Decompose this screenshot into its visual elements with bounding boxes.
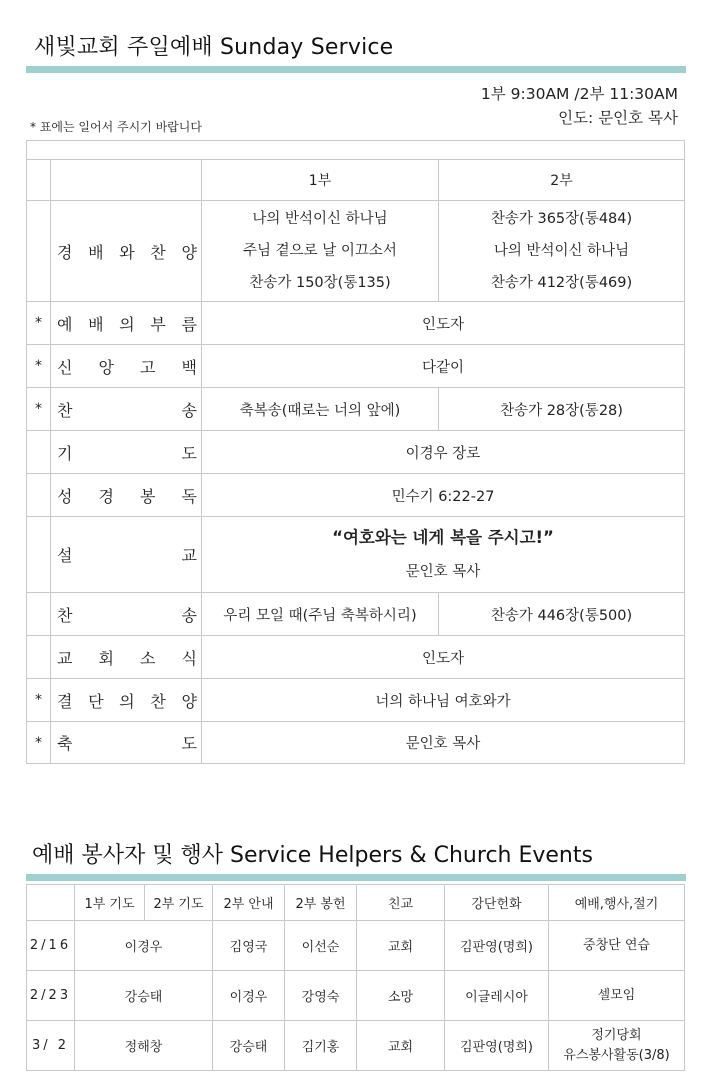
- order-item-char: 찬: [150, 242, 166, 262]
- order-item-first-service: 축복송(때로는 너의 앞에): [202, 388, 439, 431]
- order-item-char: 앙: [98, 357, 114, 377]
- order-item-second-service: 찬송가 28장(통28): [439, 388, 685, 431]
- order-item-char: 송: [181, 605, 197, 625]
- order-row: [27, 636, 685, 679]
- order-item-name: [51, 722, 202, 764]
- events-column-header: 강단헌화: [445, 885, 549, 921]
- order-item-char: 단: [88, 691, 104, 711]
- events-row: [27, 971, 685, 1021]
- order-item-char: 백: [181, 357, 197, 377]
- event-date: 2/16: [27, 921, 75, 971]
- order-item-both-services: 문인호 목사: [202, 722, 685, 764]
- church-event-line: 유스봉사활동(3/8): [563, 1047, 670, 1063]
- stand-marker: *: [27, 722, 51, 764]
- order-item-letters: [57, 441, 197, 464]
- order-item-char: 기: [57, 443, 73, 463]
- stand-marker: [27, 593, 51, 636]
- events-title: 예배 봉사자 및 행사 Service Helpers & Church Events: [32, 843, 593, 868]
- order-item-name: [51, 679, 202, 722]
- order-item-char: 의: [119, 314, 135, 334]
- fellowship-helper: 소망: [357, 971, 445, 1021]
- order-item-letters: [57, 240, 197, 263]
- prayer-helper: 강승태: [75, 971, 213, 1021]
- order-item-char: 도: [181, 443, 197, 463]
- hymn-line: 찬송가 150장(통135): [249, 275, 391, 291]
- order-item-name: [51, 517, 202, 593]
- order-row: [27, 302, 685, 345]
- offering-helper: 김기홍: [285, 1021, 357, 1071]
- order-item-letters: [57, 731, 197, 754]
- order-item-second-service: [439, 201, 685, 302]
- order-row: [27, 474, 685, 517]
- worship-leader: 인도: 문인호 목사: [558, 109, 678, 127]
- usher-helper: 김영국: [213, 921, 285, 971]
- hymn-line: 찬송가 412장(통469): [490, 275, 633, 291]
- order-item-char: 양: [181, 242, 197, 262]
- order-item-char: 소: [140, 648, 156, 668]
- order-item-name: [51, 388, 202, 431]
- order-row: [27, 388, 685, 431]
- stand-marker: *: [27, 679, 51, 722]
- order-item-letters: [57, 603, 197, 626]
- order-item-char: 름: [181, 314, 197, 334]
- event-date: 3/ 2: [27, 1021, 75, 1071]
- order-item-char: 신: [57, 357, 73, 377]
- order-item-char: 배: [88, 314, 104, 334]
- order-item-char: 부: [150, 314, 166, 334]
- order-item-both-services: 너의 하나님 여호와가: [202, 679, 685, 722]
- service-times: 1부 9:30AM /2부 11:30AM: [480, 85, 678, 103]
- church-event: [549, 971, 685, 1021]
- order-item-char: 식: [181, 648, 197, 668]
- order-item-letters: [57, 484, 197, 507]
- sermon-preacher: 문인호 목사: [405, 563, 481, 580]
- order-row: [27, 517, 685, 593]
- events-column-header: 2부 기도: [145, 885, 213, 921]
- stand-note: * 표에는 일어서 주시기 바랍니다: [30, 120, 202, 134]
- altar-flowers-helper: 김판영(명희): [445, 921, 549, 971]
- order-item-char: 봉: [140, 486, 156, 506]
- events-title-underline: [26, 874, 686, 881]
- order-item-letters: [57, 398, 197, 421]
- order-item-first-service: 우리 모일 때(주님 축복하시리): [202, 593, 439, 636]
- title-underline: [26, 66, 686, 73]
- order-item-letters: [57, 355, 197, 378]
- church-event-line: 중창단 연습: [583, 937, 650, 953]
- hymn-line: 나의 반석이신 하나님: [252, 211, 388, 227]
- order-item-letters: [57, 543, 197, 566]
- order-row: [27, 201, 685, 302]
- order-item-both-services: 다같이: [202, 345, 685, 388]
- stand-marker: [27, 201, 51, 302]
- event-date: 2/23: [27, 971, 75, 1021]
- order-item-char: 의: [119, 691, 135, 711]
- order-item-name: [51, 431, 202, 474]
- order-item-char: 양: [181, 691, 197, 711]
- order-item-name: [51, 345, 202, 388]
- order-item-char: 배: [88, 242, 104, 262]
- order-item-char: 경: [98, 486, 114, 506]
- usher-helper: 이경우: [213, 971, 285, 1021]
- church-event: [549, 1021, 685, 1071]
- hymn-line: 주님 곁으로 날 이끄소서: [243, 243, 397, 259]
- events-column-header: 친교: [357, 885, 445, 921]
- church-event-line: 셀모임: [597, 987, 636, 1003]
- order-item-letters: [57, 689, 197, 712]
- table-header-row: [27, 160, 685, 201]
- order-item-char: 설: [57, 546, 73, 565]
- order-item-both-services: 민수기 6:22-27: [202, 474, 685, 517]
- stand-marker: [27, 431, 51, 474]
- sermon-cell: [202, 517, 685, 593]
- sermon-title: “여호와는 네게 복을 주시고!”: [332, 527, 554, 547]
- stand-marker: *: [27, 388, 51, 431]
- order-item-char: 성: [57, 486, 73, 506]
- stand-marker: [27, 517, 51, 593]
- order-item-char: 와: [119, 242, 135, 262]
- offering-helper: 강영숙: [285, 971, 357, 1021]
- order-item-char: 고: [140, 357, 156, 377]
- usher-helper: 강승태: [213, 1021, 285, 1071]
- fellowship-helper: 교회: [357, 1021, 445, 1071]
- order-row: [27, 679, 685, 722]
- column-header-first-service: 1부: [202, 160, 439, 201]
- order-item-name: [51, 636, 202, 679]
- offering-helper: 이선순: [285, 921, 357, 971]
- prayer-helper: 이경우: [75, 921, 213, 971]
- page-title: 새빛교회 주일예배 Sunday Service: [34, 35, 394, 60]
- order-item-letters: [57, 646, 197, 669]
- order-item-char: 찬: [57, 400, 73, 420]
- order-item-char: 축: [57, 734, 73, 753]
- altar-flowers-helper: 김판영(명희): [445, 1021, 549, 1071]
- stand-marker: *: [27, 345, 51, 388]
- events-column-header: 2부 봉헌: [285, 885, 357, 921]
- table-spacer-row: [27, 141, 685, 160]
- stand-marker: [27, 636, 51, 679]
- order-item-name: [51, 302, 202, 345]
- hymn-line: 찬송가 365장(통484): [490, 211, 633, 227]
- order-item-name: [51, 474, 202, 517]
- order-item-second-service: 찬송가 446장(통500): [439, 593, 685, 636]
- order-item-char: 찬: [150, 691, 166, 711]
- fellowship-helper: 교회: [357, 921, 445, 971]
- order-item-char: 결: [57, 691, 73, 711]
- altar-flowers-helper: 이글레시아: [445, 971, 549, 1021]
- order-item-char: 경: [57, 242, 73, 262]
- order-item-char: 예: [57, 314, 73, 334]
- order-item-char: 교: [57, 648, 73, 668]
- stand-marker: [27, 474, 51, 517]
- church-event: [549, 921, 685, 971]
- order-row: [27, 431, 685, 474]
- column-header-second-service: 2부: [439, 160, 685, 201]
- order-row: [27, 722, 685, 764]
- order-row: [27, 345, 685, 388]
- events-header-row: [27, 885, 685, 921]
- prayer-helper: 정해창: [75, 1021, 213, 1071]
- order-item-char: 도: [181, 734, 197, 753]
- order-item-both-services: 인도자: [202, 302, 685, 345]
- order-item-both-services: 이경우 장로: [202, 431, 685, 474]
- church-event-line: 정기당회: [591, 1027, 642, 1043]
- order-item-both-services: 인도자: [202, 636, 685, 679]
- order-item-name: [51, 593, 202, 636]
- events-column-header: 1부 기도: [75, 885, 145, 921]
- order-row: [27, 593, 685, 636]
- order-of-worship-table: [26, 140, 685, 764]
- events-row: [27, 1021, 685, 1071]
- stand-marker: *: [27, 302, 51, 345]
- order-item-char: 교: [181, 546, 197, 565]
- service-helpers-table: [26, 884, 685, 1071]
- order-item-char: 찬: [57, 605, 73, 625]
- events-row: [27, 921, 685, 971]
- order-item-letters: [57, 312, 197, 335]
- service-info: [481, 82, 678, 130]
- order-item-char: 독: [181, 486, 197, 506]
- order-item-first-service: [202, 201, 439, 302]
- order-item-char: 회: [98, 648, 114, 668]
- order-item-name: [51, 201, 202, 302]
- hymn-line: 나의 반석이신 하나님: [493, 243, 630, 259]
- order-item-char: 송: [181, 400, 197, 420]
- events-column-header: 2부 안내: [213, 885, 285, 921]
- events-column-header: 예배,행사,절기: [549, 885, 685, 921]
